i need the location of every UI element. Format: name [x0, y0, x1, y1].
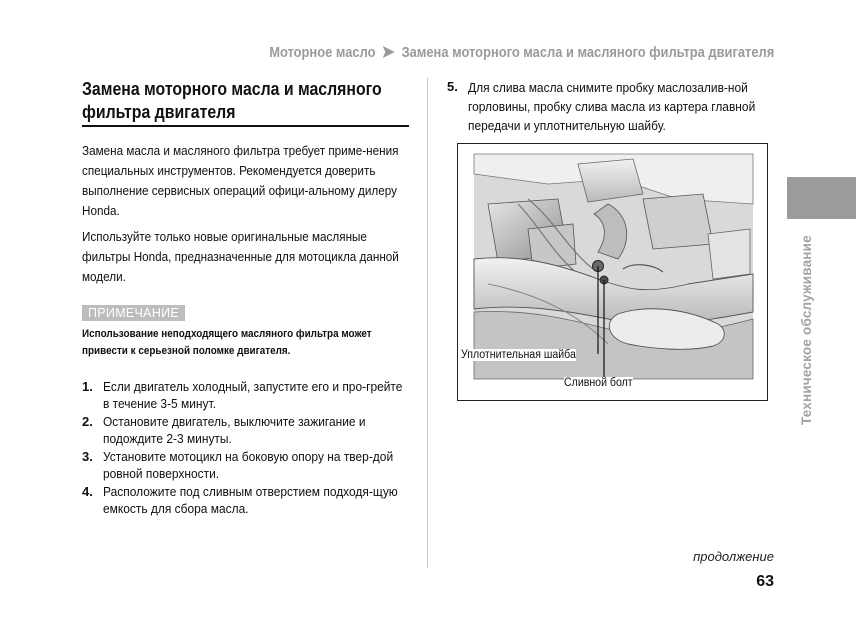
- intro-paragraph: Замена масла и масляного фильтра требует приме-нения специальных инструментов. Рекомендуется доверить выполнение сервисных операций офици-альному дилеру Honda.: [82, 143, 399, 218]
- right-column: [447, 78, 777, 136]
- header-section: Моторное масло: [268, 44, 376, 61]
- step-text: Расположите под сливным отверстием подходя-щую емкость для сбора масла.: [103, 484, 398, 516]
- callout-sealing-washer: Уплотнительная шайба: [461, 349, 576, 361]
- section-title: [82, 78, 408, 124]
- list-item: [82, 448, 409, 482]
- list-item: [82, 378, 409, 412]
- section-title-line1: Замена моторного масла и масляного: [82, 79, 382, 99]
- step-number: 4.: [82, 484, 93, 499]
- running-header: [269, 44, 774, 62]
- list-item: [82, 413, 409, 447]
- chapter-tab: [787, 177, 856, 219]
- callout-drain-bolt: Сливной болт: [564, 377, 633, 389]
- list-item: [447, 78, 777, 135]
- arrow-right-icon: [382, 45, 394, 62]
- header-subsection: Замена моторного масла и масляного фильтра двигателя: [401, 44, 774, 61]
- list-item: [82, 483, 409, 517]
- chapter-label: Техническое обслуживание: [799, 235, 814, 425]
- column-divider: [427, 78, 428, 568]
- step-number: 5.: [447, 79, 458, 94]
- title-rule: [82, 125, 409, 127]
- step-text: Если двигатель холодный, запустите его и про-грейте в течение 3-5 минут.: [103, 379, 403, 411]
- note-text: Использование неподходящего масляного фильтра может привести к серьезной поломке двигателя.: [82, 328, 372, 357]
- left-column: [82, 78, 409, 518]
- filters-paragraph: Используйте только новые оригинальные масляные фильтры Honda, предназначенные для мотоцикла данной модели.: [82, 229, 399, 284]
- engine-illustration: [457, 143, 768, 401]
- step-number: 2.: [82, 414, 93, 429]
- steps-list-continued: [447, 78, 777, 135]
- step-text: Для слива масла снимите пробку маслозалив-ной горловины, пробку слива масла из картера главной передачи и уплотнительную шайбу.: [468, 80, 756, 133]
- engine-drawing: [458, 144, 768, 401]
- page-number: 63: [756, 573, 774, 590]
- section-title-line2: фильтра двигателя: [82, 102, 236, 122]
- step-text: Установите мотоцикл на боковую опору на твер-дой ровной поверхности.: [103, 449, 394, 481]
- step-text: Остановите двигатель, выключите зажигание и подождите 2-3 минуты.: [103, 414, 366, 446]
- step-number: 3.: [82, 449, 93, 464]
- step-number: 1.: [82, 379, 93, 394]
- note-label: ПРИМЕЧАНИЕ: [82, 305, 185, 321]
- continued-note: продолжение: [693, 549, 774, 564]
- steps-list: [82, 378, 409, 517]
